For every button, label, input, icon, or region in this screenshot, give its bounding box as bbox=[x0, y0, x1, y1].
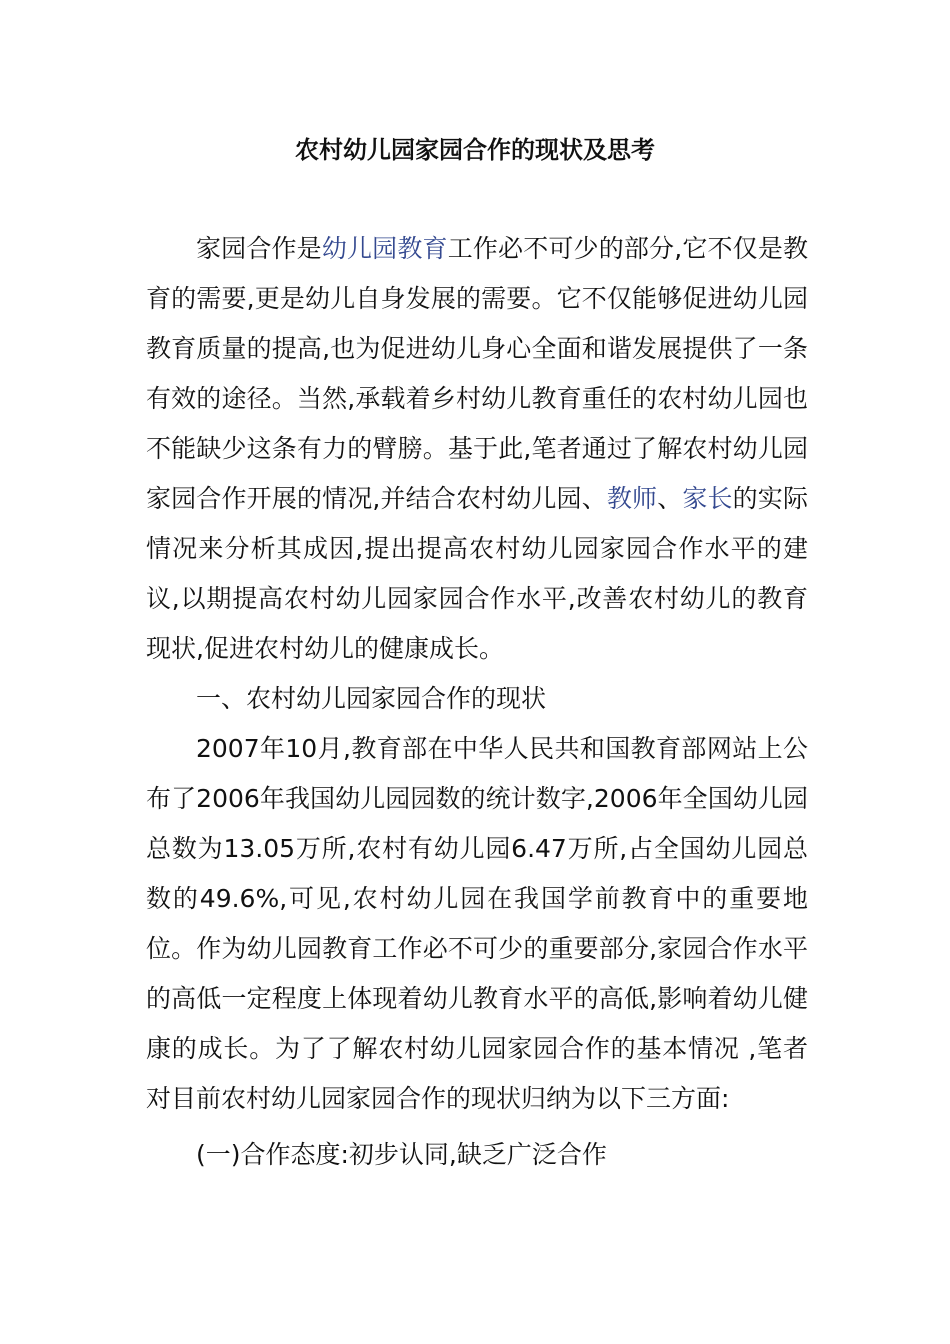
intro-text-2: 工作必不可少的部分,它不仅是教育的需要,更是幼儿自身发展的需要。它不仅能够促进幼儿园教育质量的提高,也为促进幼儿身心全面和谐发展提供了一条有效的途径。当然,承载着乡村幼儿教育重任的农村幼儿园也不能缺少这条有力的臂膀。基于此,笔者通过了解农村幼儿园家园合作开展的情况,并结合农村幼儿园、 bbox=[146, 234, 808, 513]
link-kindergarten[interactable]: 幼儿园 bbox=[321, 234, 398, 263]
subsection-heading-1: (一)合作态度:初步认同,缺乏广泛合作 bbox=[196, 1140, 607, 1169]
link-teacher[interactable]: 教师 bbox=[606, 484, 658, 513]
link-parent[interactable]: 家长 bbox=[682, 484, 733, 513]
intro-text-4: 的实际情况来分析其成因,提出提高农村幼儿园家园合作水平的建议,以期提高农村幼儿园家园合作水平,改善农村幼儿的教育现状,促进农村幼儿的健康成长。 bbox=[146, 484, 808, 663]
document-title: 农村幼儿园家园合作的现状及思考 bbox=[295, 136, 655, 164]
intro-text-1: 家园合作是 bbox=[196, 234, 322, 263]
paragraph-statistics: 2007年10月,教育部在中华人民共和国教育部网站上公布了2006年我国幼儿园园数的统计数字,2006年全国幼儿园总数为13.05万所,农村有幼儿园6.47万所,占全国幼儿园总数的49.6%,可见,农村幼儿园在我国学前教育中的重要地位。作为幼儿园教育工作必不可少的重要部分,家园合作水平的高低一定程度上体现着幼儿教育水平的高低,影响着幼儿健康的成长。为了了解农村幼儿园家园合作的基本情况 ,笔者对目前农村幼儿园家园合作的现状归纳为以下三方面: bbox=[146, 734, 808, 1113]
paragraph-intro bbox=[146, 224, 808, 674]
section-heading-1: 一、农村幼儿园家园合作的现状 bbox=[196, 684, 547, 713]
document-body bbox=[146, 224, 808, 1180]
link-education[interactable]: 教育 bbox=[397, 234, 448, 263]
intro-text-3: 、 bbox=[657, 484, 683, 513]
